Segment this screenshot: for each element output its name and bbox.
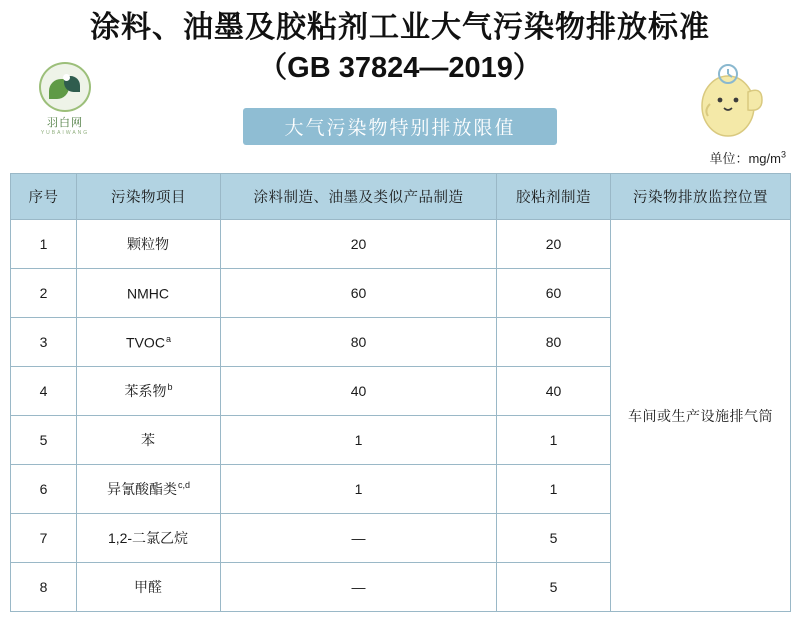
cell-item-label: 1,2-二氯乙烷 bbox=[107, 530, 189, 546]
section-banner-label: 大气污染物特别排放限值 bbox=[284, 118, 516, 139]
cell-adhesive: 5 bbox=[497, 563, 611, 612]
cell-item bbox=[77, 514, 221, 563]
cell-coating: 20 bbox=[221, 220, 497, 269]
column-header-item: 污染物项目 bbox=[77, 174, 221, 220]
page-title-line2: （GB 37824—2019） bbox=[258, 52, 542, 84]
cell-item-label: NMHC bbox=[127, 285, 169, 302]
cell-adhesive: 60 bbox=[497, 269, 611, 318]
cell-item-note: a bbox=[165, 333, 171, 344]
cell-item-note: b bbox=[167, 382, 173, 393]
cell-coating: 60 bbox=[221, 269, 497, 318]
cell-adhesive: 80 bbox=[497, 318, 611, 367]
cell-monitor-location: 车间或生产设施排气筒 bbox=[611, 220, 791, 612]
cell-no: 7 bbox=[11, 514, 77, 563]
emission-limits-table bbox=[10, 173, 791, 612]
cell-no: 3 bbox=[11, 318, 77, 367]
logo-brand-text: 羽白网 bbox=[47, 117, 83, 129]
column-header-adhesive: 胶粘剂制造 bbox=[497, 174, 611, 220]
cell-adhesive: 1 bbox=[497, 416, 611, 465]
cell-coating: — bbox=[221, 563, 497, 612]
cell-item-label: 甲醛 bbox=[134, 579, 162, 595]
column-header-coating: 涂料制造、油墨及类似产品制造 bbox=[221, 174, 497, 220]
cell-no: 2 bbox=[11, 269, 77, 318]
cell-coating: 40 bbox=[221, 367, 497, 416]
leaf-logo-icon bbox=[39, 62, 91, 112]
column-header-no: 序号 bbox=[11, 174, 77, 220]
cell-item-note: c,d bbox=[177, 480, 190, 491]
cell-coating: — bbox=[221, 514, 497, 563]
column-header-monitor: 污染物排放监控位置 bbox=[611, 174, 791, 220]
unit-note-text: 单位：mg/m bbox=[709, 151, 781, 166]
page-title-line1: 涂料、油墨及胶粘剂工业大气污染物排放标准 bbox=[90, 11, 710, 44]
cell-adhesive: 40 bbox=[497, 367, 611, 416]
section-banner bbox=[243, 108, 557, 145]
cell-adhesive: 20 bbox=[497, 220, 611, 269]
cell-coating: 80 bbox=[221, 318, 497, 367]
cell-item-label: 颗粒物 bbox=[127, 236, 169, 252]
page-title bbox=[0, 8, 800, 88]
cell-item bbox=[77, 367, 221, 416]
cell-item bbox=[77, 220, 221, 269]
cell-item-label: TVOC bbox=[126, 334, 165, 351]
cell-adhesive: 1 bbox=[497, 465, 611, 514]
cell-adhesive: 5 bbox=[497, 514, 611, 563]
cell-item bbox=[77, 563, 221, 612]
cell-item-label: 苯系物 bbox=[124, 383, 167, 399]
unit-exponent: 3 bbox=[780, 149, 786, 160]
cell-item-label: 异氰酸酯类 bbox=[106, 481, 177, 497]
table-header-row bbox=[11, 174, 791, 220]
cell-item bbox=[77, 416, 221, 465]
unit-note bbox=[709, 148, 786, 167]
table-row bbox=[11, 220, 791, 269]
cell-item-label: 苯 bbox=[141, 432, 155, 448]
mascot-icon bbox=[686, 58, 770, 142]
logo-brand-subtext: YUBAIWANG bbox=[40, 130, 90, 136]
logo-dot-icon bbox=[63, 74, 70, 81]
cell-coating: 1 bbox=[221, 465, 497, 514]
cell-item bbox=[77, 269, 221, 318]
cell-no: 6 bbox=[11, 465, 77, 514]
cell-item bbox=[77, 465, 221, 514]
cell-no: 4 bbox=[11, 367, 77, 416]
cell-no: 8 bbox=[11, 563, 77, 612]
cell-no: 5 bbox=[11, 416, 77, 465]
site-logo bbox=[28, 62, 102, 136]
cell-coating: 1 bbox=[221, 416, 497, 465]
cell-no: 1 bbox=[11, 220, 77, 269]
cell-item bbox=[77, 318, 221, 367]
